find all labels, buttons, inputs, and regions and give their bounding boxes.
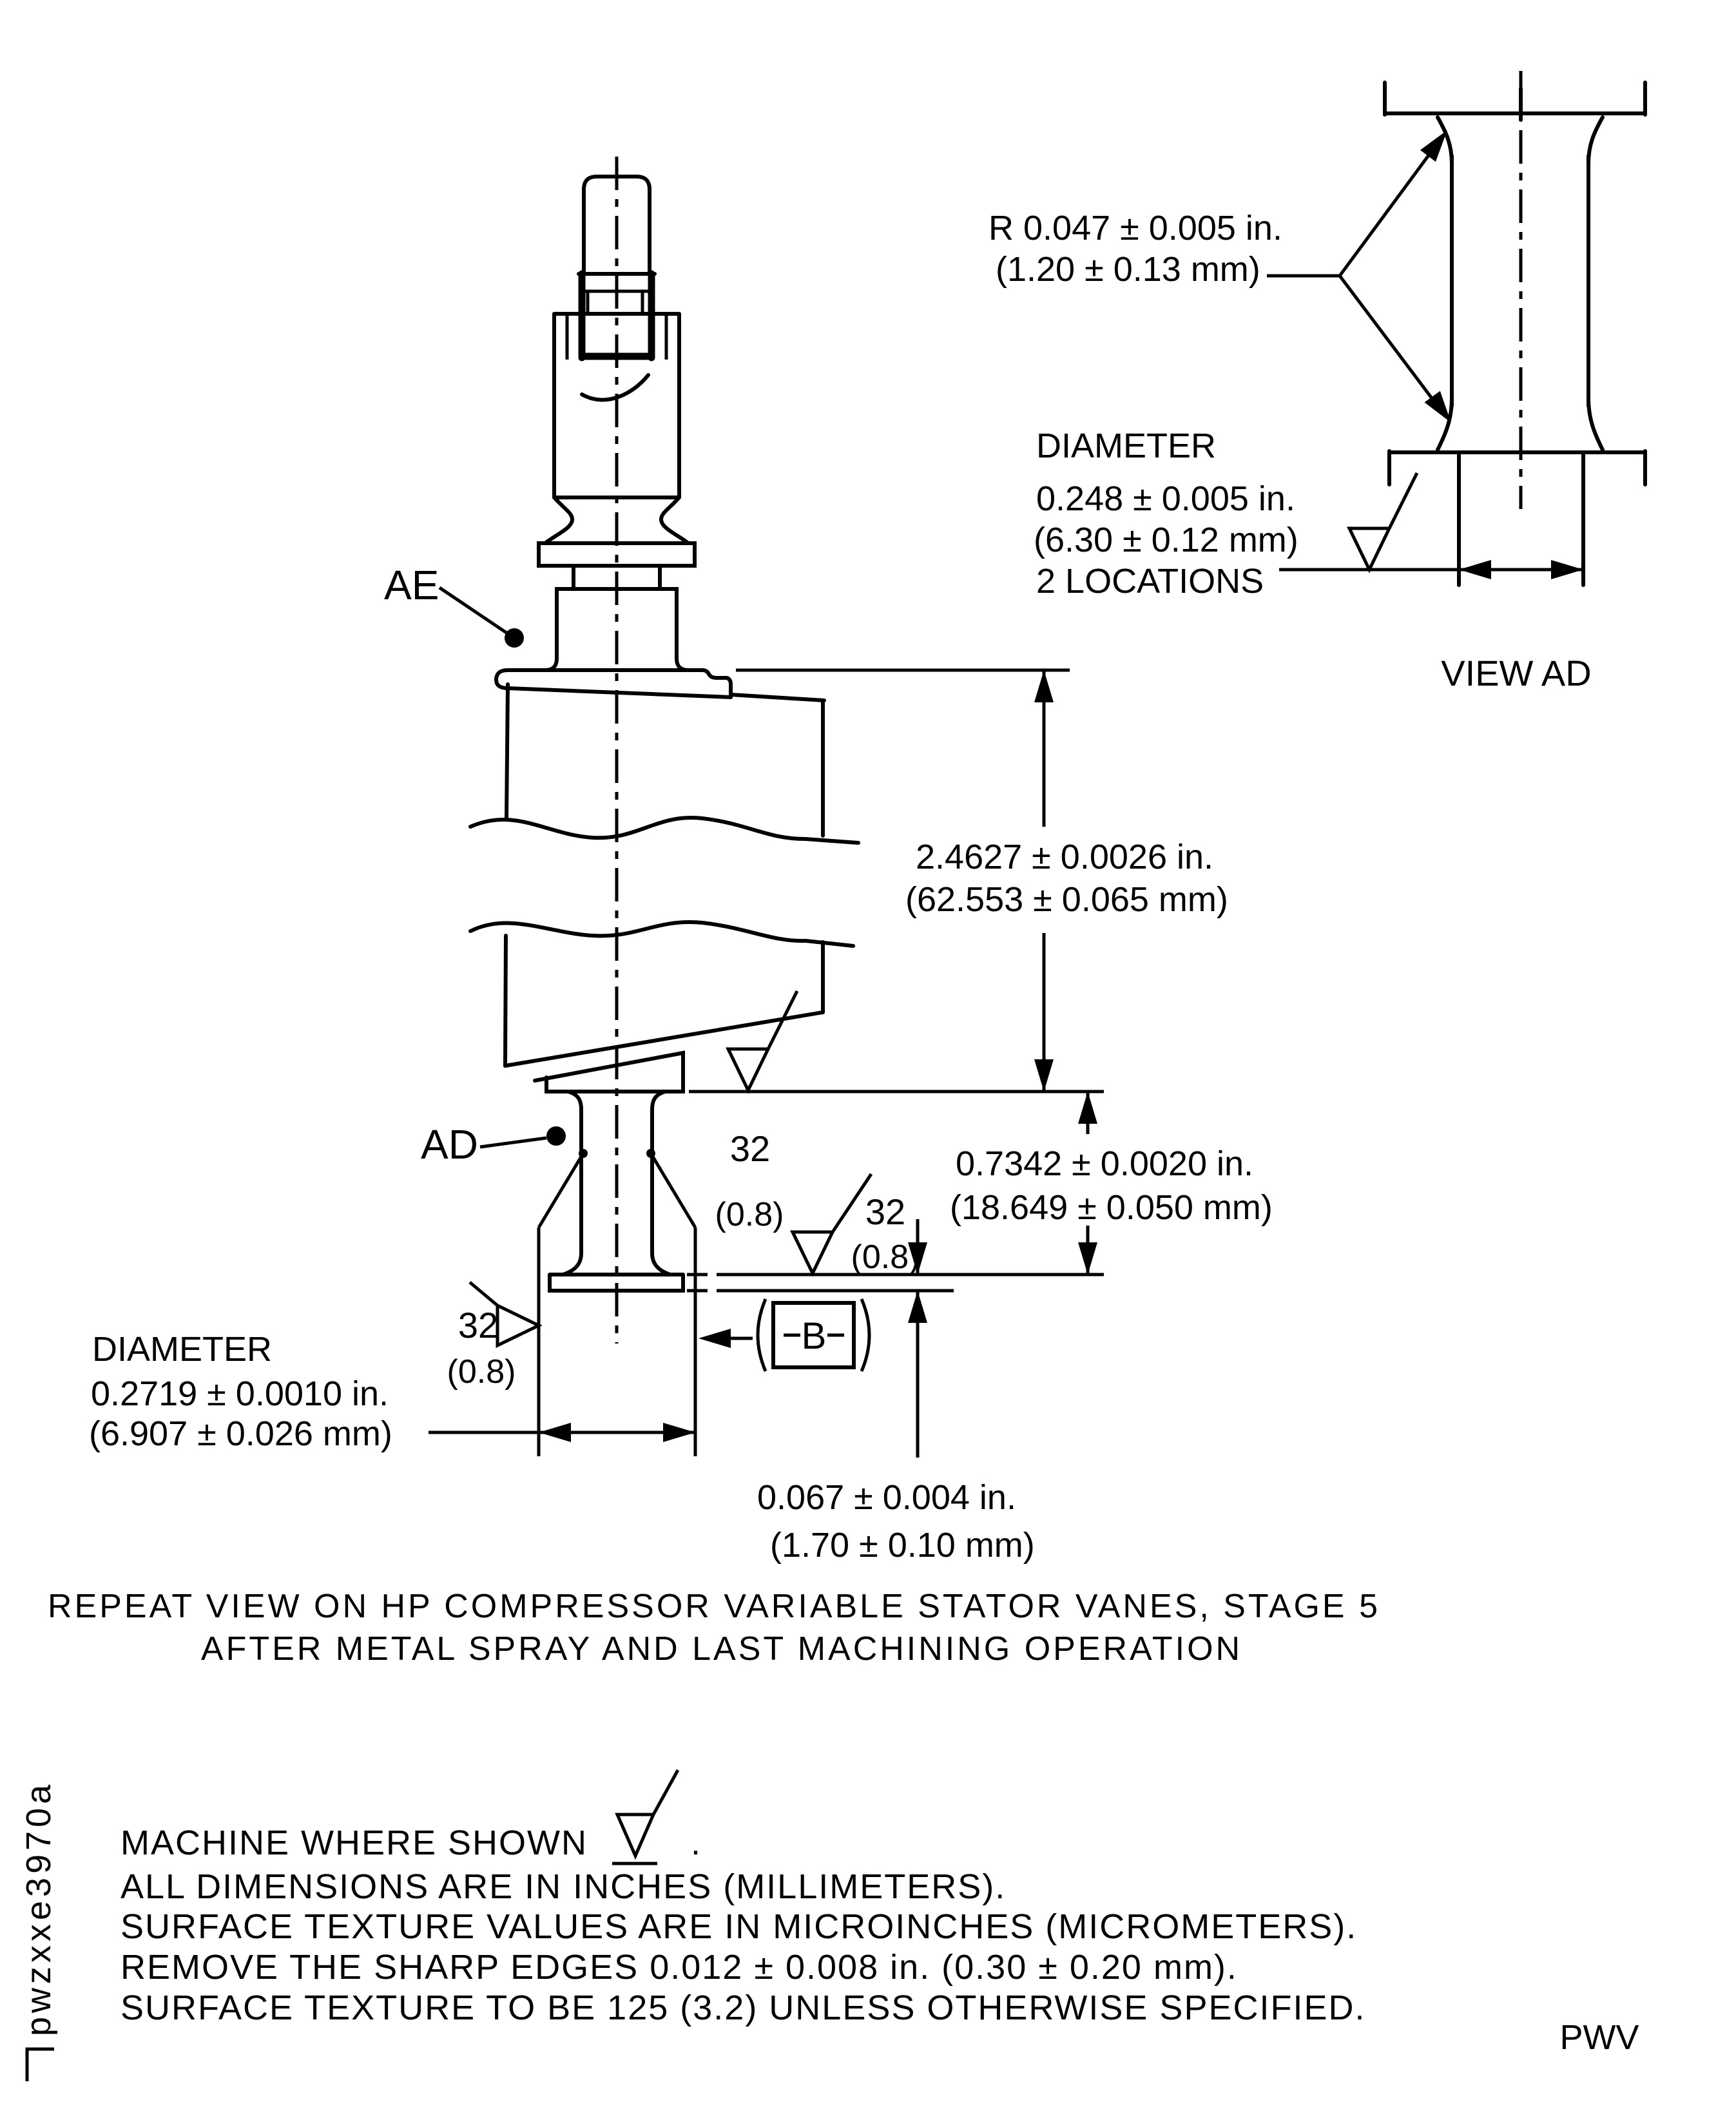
- arrowhead-button-top: [1078, 1092, 1097, 1124]
- arrowhead-diameter-left: [539, 1423, 571, 1442]
- ad-leader-line: [480, 1138, 546, 1147]
- datum-paren-left: [758, 1299, 766, 1371]
- dim-flange-in: 0.067 ± 0.004 in.: [757, 1478, 1016, 1517]
- sidebar-code: pwzxxe3970a: [19, 1780, 58, 2036]
- ae-leader-dot: [505, 628, 524, 648]
- datum-b-callout: [699, 1299, 869, 1371]
- ae-leader-line: [439, 588, 506, 633]
- platform-right-step: [702, 670, 731, 697]
- mating-part-lower: [1389, 451, 1645, 485]
- note-line-4: REMOVE THE SHARP EDGES 0.012 ± 0.008 in. (0.30 ± 0.20 mm).: [121, 1948, 1238, 1987]
- dim-button-mm: (18.649 ± 0.050 mm): [950, 1188, 1273, 1227]
- label-ae: AE: [384, 562, 439, 608]
- mating-part-upper: [1385, 82, 1645, 115]
- ad-leader-dot: [546, 1126, 566, 1146]
- dimensions: [89, 670, 1273, 1565]
- arrowhead-detail-left: [1459, 560, 1491, 579]
- dim-button-in: 0.7342 ± 0.0020 in.: [956, 1144, 1254, 1183]
- note-line-5: SURFACE TEXTURE TO BE 125 (3.2) UNLESS OTHERWISE SPECIFIED.: [121, 1989, 1366, 2027]
- caption: [48, 1588, 1380, 1668]
- platform-outline: [496, 670, 731, 697]
- view-ad-detail: [989, 71, 1645, 693]
- detail-diameter-in: 0.248 ± 0.005 in.: [1036, 479, 1295, 518]
- trunnion-neck-left: [568, 1092, 581, 1110]
- surface-finish-icon: [612, 1770, 678, 1863]
- dim-flange-mm: (1.70 ± 0.10 mm): [770, 1526, 1035, 1565]
- caption-line-1: REPEAT VIEW ON HP COMPRESSOR VARIABLE STATOR VANES, STAGE 5: [48, 1588, 1380, 1625]
- break-line-upper: [470, 818, 858, 843]
- caption-line-2: AFTER METAL SPRAY AND LAST MACHINING OPERATION: [200, 1630, 1243, 1668]
- surface-finish-value: 32: [458, 1305, 499, 1345]
- arrowhead-detail-right: [1551, 560, 1583, 579]
- surface-finish-metric: (0.8): [851, 1238, 920, 1276]
- break-line-lower: [470, 922, 853, 946]
- surface-finish-icon: [728, 991, 797, 1090]
- surface-finish-metric: (0.8): [447, 1353, 516, 1391]
- detail-diameter-locations: 2 LOCATIONS: [1036, 562, 1264, 601]
- dim-span-in: 2.4627 ± 0.0026 in.: [916, 838, 1214, 876]
- arrowhead-span-bottom: [1034, 1059, 1054, 1092]
- datum-paren-right: [862, 1299, 869, 1371]
- label-ad: AD: [421, 1121, 478, 1168]
- radius-leader: [1267, 140, 1443, 414]
- dim-diameter-word: DIAMETER: [92, 1330, 273, 1369]
- main-view: [384, 157, 858, 1343]
- spool-neck-left: [545, 497, 572, 543]
- airfoil-leading-edge: [505, 684, 508, 1066]
- radius-callout-in: R 0.047 ± 0.005 in.: [989, 209, 1282, 247]
- radius-callout-mm: (1.20 ± 0.13 mm): [996, 250, 1260, 289]
- trunnion-fillet-right: [652, 1253, 670, 1275]
- sidebar-bracket: [27, 2049, 54, 2081]
- note-line-2: ALL DIMENSIONS ARE IN INCHES (MILLIMETERS).: [121, 1867, 1007, 1906]
- arrowhead-datum: [699, 1329, 731, 1348]
- page-code: PWV: [1559, 2018, 1639, 2057]
- dim-diameter-in: 0.2719 ± 0.0010 in.: [91, 1374, 389, 1413]
- fillet-top-right: [1588, 117, 1603, 164]
- arrowhead-span-top: [1034, 670, 1054, 702]
- dim-diameter-mm: (6.907 ± 0.026 mm): [89, 1414, 392, 1453]
- surface-finish-icon: [1349, 473, 1417, 570]
- trunnion-neck-right: [652, 1092, 665, 1110]
- detail-diameter-word: DIAMETER: [1036, 427, 1217, 465]
- note-line-3: SURFACE TEXTURE VALUES ARE IN MICROINCHES (MICROMETERS).: [121, 1907, 1358, 1946]
- notes: [121, 1770, 1365, 2027]
- fillet-bottom-right: [1588, 398, 1603, 450]
- note-machine-pre: MACHINE WHERE SHOWN: [121, 1824, 588, 1862]
- arrowhead-diameter-right: [663, 1423, 695, 1442]
- arrowhead-button-bottom: [1078, 1242, 1097, 1275]
- dim-span-mm: (62.553 ± 0.065 mm): [905, 880, 1228, 919]
- view-ad-label: VIEW AD: [1441, 653, 1592, 693]
- datum-letter: B: [801, 1315, 827, 1357]
- note-machine-post: .: [691, 1824, 702, 1862]
- surface-finish-value: 32: [865, 1191, 906, 1232]
- airfoil-top-slant: [731, 695, 824, 700]
- surface-finish-value: 32: [729, 1128, 771, 1169]
- spool-neck-right: [661, 497, 688, 543]
- detail-diameter-mm: (6.30 ± 0.12 mm): [1034, 521, 1298, 559]
- trunnion-fillet-left: [563, 1253, 581, 1275]
- surface-finish-metric: (0.8): [715, 1196, 784, 1233]
- arrowhead-flange-up: [908, 1291, 927, 1323]
